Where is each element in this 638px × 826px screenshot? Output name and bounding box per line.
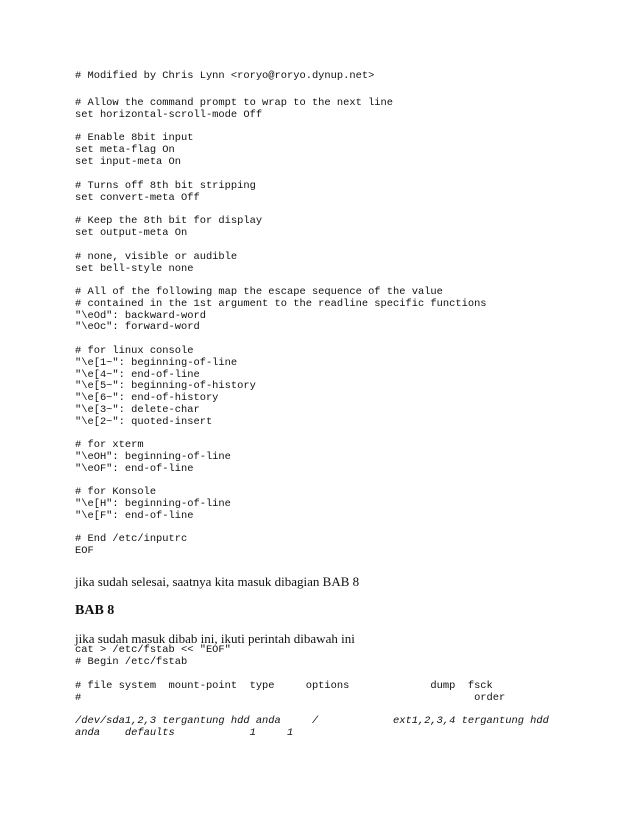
modified-comment: # Modified by Chris Lynn <roryo@roryo.dynup.net> — [75, 70, 375, 82]
code-line: # for Konsole — [75, 486, 157, 498]
code-line: # Enable 8bit input — [75, 132, 194, 144]
escape-section — [75, 287, 487, 334]
code-line: set output-meta On — [75, 226, 188, 239]
code-line: set meta-flag On — [75, 143, 175, 156]
code-line: # All of the following map the escape sequence of the value — [75, 286, 443, 298]
linux-console-section — [75, 346, 256, 429]
code-line: # for xterm — [75, 439, 144, 451]
code-line: set horizontal-scroll-mode Off — [75, 108, 263, 121]
code-line: # Turns off 8th bit stripping — [75, 180, 256, 192]
fstab-header — [75, 681, 505, 705]
code-line: "\e[3~": delete-char — [75, 403, 200, 416]
code-line: "\e[H": beginning-of-line — [75, 497, 231, 510]
code-line: cat > /etc/fstab << "EOF" — [75, 644, 231, 656]
code-line: # for linux console — [75, 345, 194, 357]
code-line: "\eOF": end-of-line — [75, 462, 194, 475]
stripping-section — [75, 181, 256, 205]
code-line: "\e[4~": end-of-line — [75, 368, 200, 381]
code-line: # file system mount-point type options dump fsck — [75, 680, 493, 692]
code-line: "\eOH": beginning-of-line — [75, 450, 231, 463]
display-section — [75, 216, 262, 240]
xterm-section — [75, 440, 231, 475]
konsole-section — [75, 487, 231, 522]
code-line: # Allow the command prompt to wrap to the next line — [75, 97, 394, 109]
fstab-entry — [75, 716, 549, 740]
fstab-section — [75, 645, 231, 669]
code-line: # Begin /etc/fstab — [75, 655, 188, 668]
eightbit-section — [75, 133, 193, 168]
code-line: set bell-style none — [75, 262, 194, 275]
code-line: "\e[1~": beginning-of-line — [75, 356, 238, 369]
code-line: # none, visible or audible — [75, 251, 238, 263]
code-line: "\eOc": forward-word — [75, 321, 200, 334]
code-line: # contained in the 1st argument to the readline specific functions — [75, 297, 487, 310]
end-section — [75, 534, 187, 558]
code-line: # End /etc/inputrc — [75, 533, 188, 545]
code-line: # Keep the 8th bit for display — [75, 215, 263, 227]
wrap-section — [75, 98, 393, 122]
code-line: "\eOd": backward-word — [75, 309, 206, 322]
bell-section — [75, 252, 237, 276]
code-line: "\e[2~": quoted-insert — [75, 415, 213, 428]
code-line: set convert-meta Off — [75, 191, 200, 204]
code-line: # order — [75, 691, 506, 704]
code-line: /dev/sda1,2,3 tergantung hdd anda / ext1,2,3,4 tergantung hdd — [75, 715, 549, 727]
body-paragraph: jika sudah masuk dibab ini, ikuti perintah dibawah ini — [75, 631, 355, 646]
code-line: "\e[6~": end-of-history — [75, 392, 219, 405]
code-line: "\e[5~": beginning-of-history — [75, 380, 256, 393]
code-line: set input-meta On — [75, 155, 182, 168]
body-paragraph: jika sudah selesai, saatnya kita masuk dibagian BAB 8 — [75, 574, 360, 589]
code-line: anda defaults 1 1 — [75, 726, 294, 739]
section-heading: BAB 8 — [75, 603, 115, 618]
code-line: "\e[F": end-of-line — [75, 509, 194, 522]
code-line: EOF — [75, 544, 94, 557]
